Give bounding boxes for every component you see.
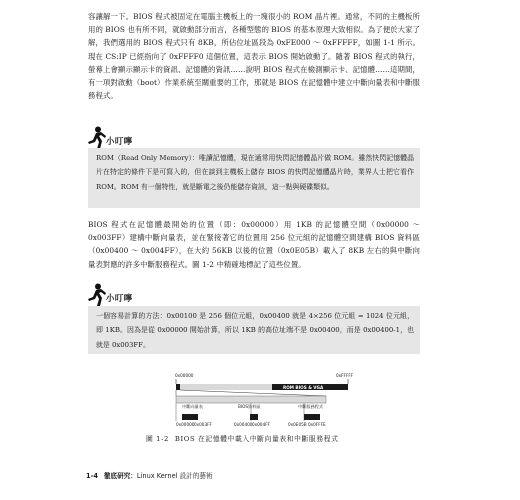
- fig-isr-block: [304, 414, 320, 420]
- fig-addr-ivt-start: 0x00000: [176, 422, 195, 427]
- paragraph-1-text: 容讓解一下。BIOS 程式被固定在電腦主機板上的一塊很小的 ROM 晶片裡。通常，不同的主機板所用的 BIOS 也有所不同，就啟動部分而言，各種型態的 BIOS 的基本原理大致相似。為了便於大家了解，我們選用的 BIOS 程式只有 8KB，所佔位址區段為 0xFE000 ～ 0xFFFFF，如圖 1-1 所示。現在 CS:IP 已經指向了 0xFFFF0 這個位置，這表示 BIOS 開始啟動了。隨著 BIOS 程式的執行，螢幕上會顯示顯示卡的資訊、記憶體的資訊……說明 BIOS 程式在檢測顯示卡、記憶體……這期間，有一項對啟動（boot）作業系統至關重要的工作，那就是 BIOS 在記憶體中建立中斷向量表和中斷服務程式。: [88, 12, 420, 101]
- tip-label-2: 小叮嚀: [106, 293, 133, 303]
- tip-text-2: 一個容易計算的方法：0x00100 是 256 個位元組，0x00400 就是 4×256 位元組 = 1024 位元組，即 1KB。因為是從 0x00000 開始計算，所以 1KB 的高位址端不是 0x00400，而是 0x00400-1，也就是 0x003FF。: [96, 312, 414, 349]
- fig-low-memory-block: [176, 384, 180, 390]
- figure-number: 圖 1-2: [146, 435, 169, 443]
- fig-addr-start: 0x00000: [175, 373, 194, 378]
- fig-addr-end: 0xFFFFF: [336, 373, 354, 378]
- fig-rom-label: ROM BIOS & VGA: [283, 385, 324, 390]
- fig-addr-ivt-end: 0x003FF: [194, 422, 212, 427]
- fig-zoom-line-right: [180, 390, 326, 396]
- fig-ivt-block: [182, 414, 198, 420]
- fig-expanded-bar: [176, 396, 326, 403]
- tip-text-1: ROM（Read Only Memory）：唯讀記憶體，現在通常用快閃記憶體晶片做 ROM。雖然快閃記憶體晶片在特定的條件下是可寫入的，但在談到主機板上儲存 BIOS 的快閃記憶體晶片時，業界人士把它看作 ROM。ROM 有一個特性，就是斷電之後仍能儲存資訊，這一點與硬碟類似。: [96, 154, 414, 191]
- fig-addr-isr-end: 0x0FFFE: [308, 422, 326, 427]
- figure-caption: [146, 433, 345, 443]
- book-title-bold: 徹底研究：: [103, 472, 137, 480]
- fig-label-bda: BIOS資料區: [238, 404, 261, 409]
- fig-addr-bda-end: 0x004FF: [252, 422, 270, 427]
- fig-addr-isr-start: 0x0E05B: [288, 422, 307, 427]
- fig-bda-block: [250, 414, 258, 420]
- book-title-rest: Linux Kernel 設計的藝術: [136, 472, 213, 480]
- fig-memory-bar-free: [176, 384, 272, 390]
- fig-label-ivt: 中斷向量表: [182, 404, 203, 409]
- fig-label-isr: 中斷服務程式: [298, 404, 324, 409]
- figure-caption-text: BIOS 在記憶體中載入中斷向量表和中斷服務程式: [174, 435, 339, 443]
- page-footer: [86, 470, 213, 480]
- page-number: 1-4: [86, 472, 98, 480]
- paragraph-2-text: BIOS 程式在記憶體最開始的位置（即：0x00000）用 1KB 的記憶體空間（0x00000 ～ 0x003FF）建構中斷向量表，並在緊接著它的位置用 256 位元組的記憶體空間建構 BIOS 資料區（0x00400 ～ 0x004FF），在大約 56KB 以後的位置（0x0E05B）載入了 8KB 左右的與中斷向量表對應的許多中斷服務程式。圖 1-2 中精確地標記了這些位置。: [88, 220, 420, 269]
- tip-label-1: 小叮嚀: [106, 136, 133, 146]
- fig-addr-bda-start: 0x00400: [234, 422, 253, 427]
